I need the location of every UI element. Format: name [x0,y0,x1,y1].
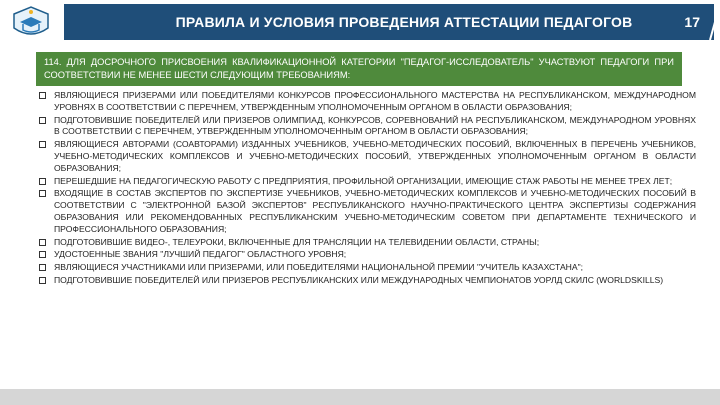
list-item [36,275,696,287]
page-number: 17 [684,14,700,30]
list-item-text: ЯВЛЯЮЩИЕСЯ УЧАСТНИКАМИ ИЛИ ПРИЗЕРАМИ, ИЛИ ПОБЕДИТЕЛЯМИ НАЦИОНАЛЬНОЙ ПРЕМИИ "УЧИТЕЛЬ КАЗАХСТАНА"; [54,262,584,273]
list-item-text: ВХОДЯЩИЕ В СОСТАВ ЭКСПЕРТОВ ПО ЭКСПЕРТИЗЕ УЧЕБНИКОВ, УЧЕБНО-МЕТОДИЧЕСКИХ КОМПЛЕКСОВ И УЧЕБНО-МЕТОДИЧЕСКИХ ПОСОБИЙ В СООТВЕТСТВИИ С "ЭЛЕКТРОННОЙ БАЗОЙ ЭКСПЕРТОВ" РЕСПУБЛИКАНСКОГО НАУЧНО-ПРАКТИЧЕСКОГО ЦЕНТРА ЭКСПЕРТИЗЫ СОДЕРЖАНИЯ ОБРАЗОВАНИЯ ИЛИ РЕКОМЕНДОВАННЫХ РЕСПУБЛИКАНСКИМ УЧЕБНО-МЕТОДИЧЕСКИМ СОВЕТОМ ПРИ ДЕПАРТАМЕНТЕ ТЕХНИЧЕСКОГО И ПРОФЕССИОНАЛЬНОГО ОБРАЗОВАНИЯ; [54,188,696,234]
checkbox-bullet-icon [39,117,46,124]
checkbox-bullet-icon [39,239,46,246]
list-item [36,188,696,235]
checkbox-bullet-icon [39,178,46,185]
subheader-banner: 114. ДЛЯ ДОСРОЧНОГО ПРИСВОЕНИЯ КВАЛИФИКАЦИОННОЙ КАТЕГОРИИ "ПЕДАГОГ-ИССЛЕДОВАТЕЛЬ" УЧАСТВУЮТ ПЕДАГОГИ ПРИ СООТВЕТСТВИИ НЕ МЕНЕЕ ШЕСТИ СЛЕДУЮЩИМ ТРЕБОВАНИЯМ: [36,52,682,86]
header [0,0,720,44]
list-item-text: ПОДГОТОВИВШИЕ ПОБЕДИТЕЛЕЙ ИЛИ ПРИЗЕРОВ ОЛИМПИАД, КОНКУРСОВ, СОРЕВНОВАНИЙ НА РЕСПУБЛИКАНСКОМ, МЕЖДУНАРОДНОМ УРОВНЯХ В СООТВЕТСТВИИ С ПЕРЕЧНЕМ, УТВЕРЖДЕННЫМ УПОЛНОМОЧЕННЫМ ОРГАНОМ В ОБЛАСТИ ОБРАЗОВАНИЯ; [54,114,696,137]
list-item-text: УДОСТОЕННЫЕ ЗВАНИЯ "ЛУЧШИЙ ПЕДАГОГ" ОБЛАСТНОГО УРОВНЯ; [54,249,347,260]
page-title: ПРАВИЛА И УСЛОВИЯ ПРОВЕДЕНИЯ АТТЕСТАЦИИ ПЕДАГОГОВ [175,14,633,30]
list-item-text: ПЕРЕШЕДШИЕ НА ПЕДАГОГИЧЕСКУЮ РАБОТУ С ПРЕДПРИЯТИЯ, ПРОФИЛЬНОЙ ОРГАНИЗАЦИИ, ИМЕЮЩИЕ СТАЖ РАБОТЫ НЕ МЕНЕЕ ТРЕХ ЛЕТ; [54,175,673,186]
list-item-text: ЯВЛЯЮЩИЕСЯ ПРИЗЕРАМИ ИЛИ ПОБЕДИТЕЛЯМИ КОНКУРСОВ ПРОФЕССИОНАЛЬНОГО МАСТЕРСТВА НА РЕСПУБЛИКАНСКОМ, МЕЖДУНАРОДНОМ УРОВНЯХ В СООТВЕТСТВИИ С ПЕРЕЧНЕМ, УТВЕРЖДЕННЫМ УПОЛНОМОЧЕННЫМ ОРГАНОМ В ОБЛАСТИ ОБРАЗОВАНИЯ; [54,90,696,112]
checkbox-bullet-icon [39,141,46,148]
list-item [36,90,696,114]
checkbox-bullet-icon [39,92,46,99]
list-item [36,262,696,274]
checkbox-bullet-icon [39,277,46,284]
checkbox-bullet-icon [39,264,46,271]
requirements-list [36,90,696,288]
list-item [36,115,696,139]
list-item [36,237,696,249]
checkbox-bullet-icon [39,190,46,197]
list-item-text: ПОДГОТОВИВШИЕ ВИДЕО-, ТЕЛЕУРОКИ, ВКЛЮЧЕННЫЕ ДЛЯ ТРАНСЛЯЦИИ НА ТЕЛЕВИДЕНИИ ОБЛАСТИ, СТРАНЫ; [54,236,540,247]
title-bar [64,4,714,40]
footer-bar [0,389,720,405]
title-divider-icon [708,4,720,40]
list-item [36,176,696,188]
list-item-text: ПОДГОТОВИВШИЕ ПОБЕДИТЕЛЕЙ ИЛИ ПРИЗЕРОВ РЕСПУБЛИКАНСКИХ ИЛИ МЕЖДУНАРОДНЫХ ЧЕМПИОНАТОВ УОРЛД СКИЛС (WORLDSKILLS) [54,274,664,285]
list-item [36,249,696,261]
list-item-text: ЯВЛЯЮЩИЕСЯ АВТОРАМИ (СОАВТОРАМИ) ИЗДАННЫХ УЧЕБНИКОВ, УЧЕБНО-МЕТОДИЧЕСКИХ ПОСОБИЙ, ВКЛЮЧЕННЫХ В ПЕРЕЧЕНЬ УЧЕБНИКОВ, УЧЕБНО-МЕТОДИЧЕСКИХ КОМПЛЕКСОВ И УЧЕБНО-МЕТОДИЧЕСКИХ ПОСОБИЙ, УТВЕРЖДЕННЫХ УПОЛНОМОЧЕННЫМ ОРГАНОМ В ОБЛАСТИ ОБРАЗОВАНИЯ; [54,139,696,173]
checkbox-bullet-icon [39,251,46,258]
logo-icon [8,4,54,42]
list-item [36,139,696,174]
